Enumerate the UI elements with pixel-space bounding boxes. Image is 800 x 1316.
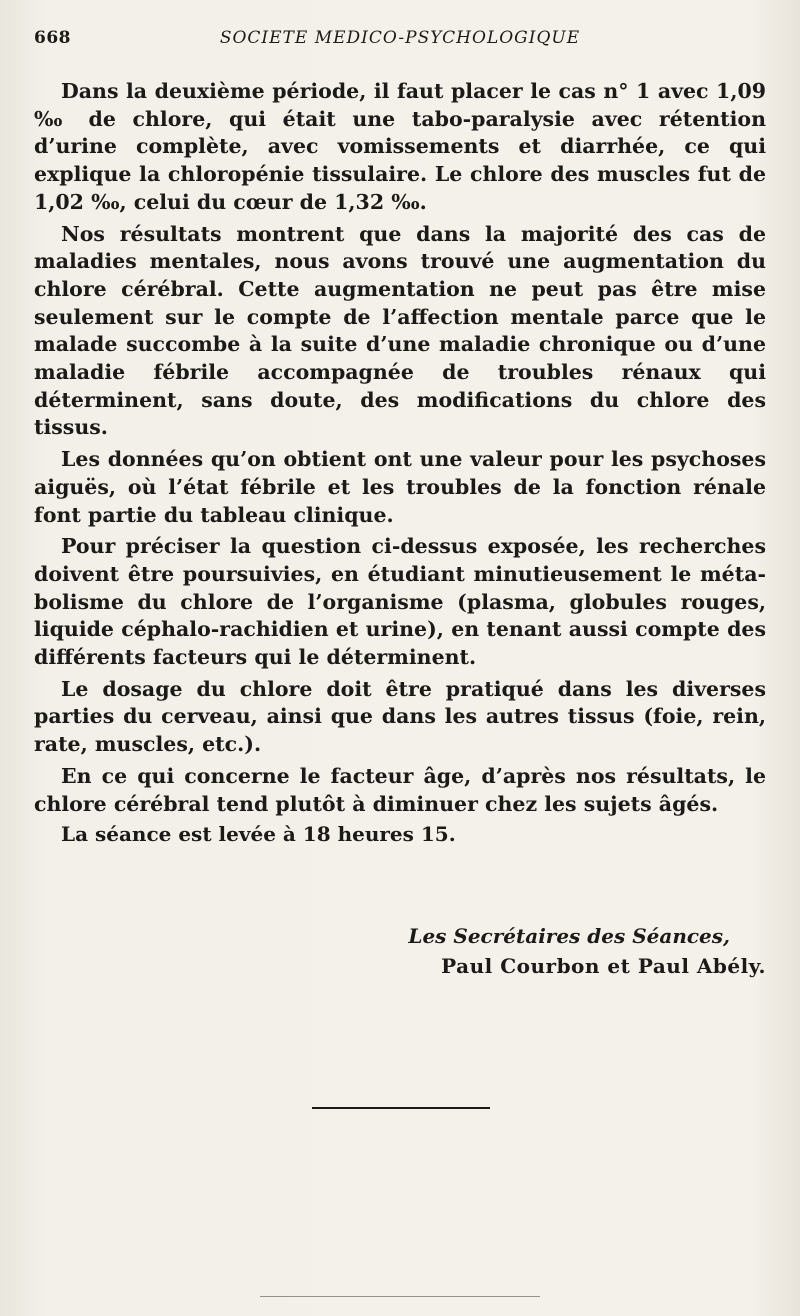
signature-block bbox=[408, 924, 766, 978]
paragraph: Nos résultats montrent que dans la majorité des cas de maladies mentales, nous avons trouvé une augmentation du chlore cérébral. Cette augmentation ne peut pas être mise seulement sur le compte de l’affection mentale parce que le malade succombe à la suite d’une maladie chronique ou d’une maladie fébrile accompagnée de troubles rénaux qui déterminent, sans doute, des modifications du chlore des tissus. bbox=[34, 221, 766, 440]
paragraph: Le dosage du chlore doit être pratiqué dans les diverses parties du cerveau, ainsi que dans les autres tissus (foie, rein, rate, muscles, etc.). bbox=[34, 676, 766, 757]
running-header bbox=[34, 28, 766, 52]
paragraph: Dans la deuxième période, il faut placer le cas n° 1 avec 1,09 ‰ de chlore, qui était une tabo-paralysie avec rétention d’urine complète, avec vomissements et diarrhée, ce qui explique la chloropénie tissulaire. Le chlore des muscles fut de 1,02 ‰, celui du cœur de 1,32 ‰. bbox=[34, 79, 766, 214]
paragraph: Pour préciser la question ci-dessus exposée, les recherches doivent être poursuivies, en étudiant minutieusement le métabolisme du chlore de l’organisme (plasma, globules rouges, liquide céphalo-rachidien et urine), en tenant aussi compte des différents facteurs qui le déterminent. bbox=[34, 534, 766, 670]
footnote-divider bbox=[260, 1296, 540, 1297]
section-divider bbox=[312, 1107, 490, 1109]
signature-title: Les Secrétaires des Séances, bbox=[408, 924, 730, 948]
paragraph: En ce qui concerne le facteur âge, d’après nos résultats, le chlore cérébral tend plutôt à diminuer chez les sujets âgés. bbox=[34, 763, 766, 816]
journal-title: SOCIETE MEDICO-PSYCHOLOGIQUE bbox=[219, 28, 581, 48]
paragraph: Les données qu’on obtient ont une valeur pour les psychoses aiguës, où l’état fébrile et les troubles de la fonction rénale font partie du tableau clinique. bbox=[34, 447, 766, 527]
page-number: 668 bbox=[34, 28, 71, 48]
article-body bbox=[34, 78, 766, 822]
signature-names: Paul Courbon et Paul Abély. bbox=[441, 954, 766, 978]
session-closing-line: La séance est levée à 18 heures 15. bbox=[61, 822, 456, 846]
